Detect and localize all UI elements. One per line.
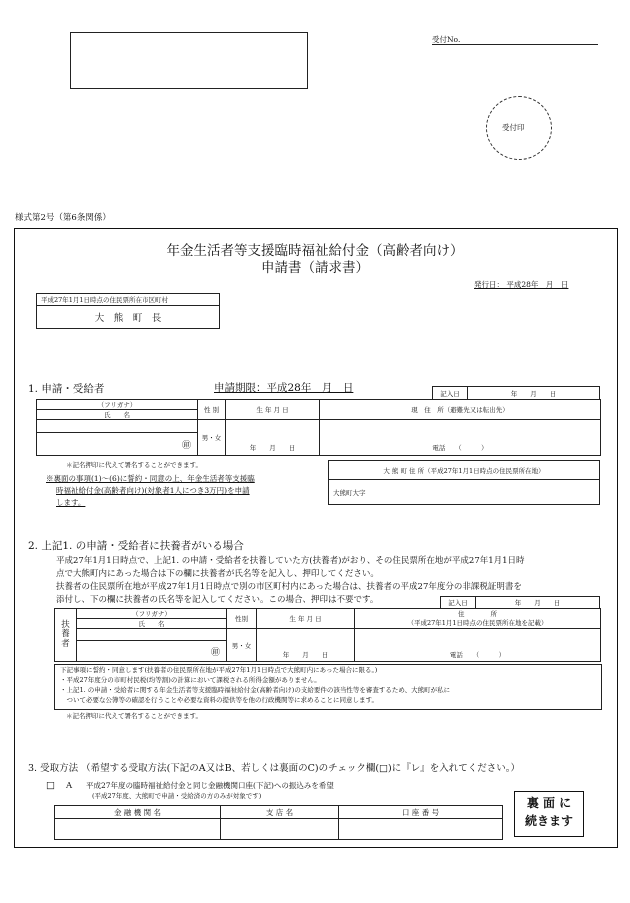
consent-line1: 下記事項に誓約・同意します(扶養者の住民票所在地が平成27年1月1日時点で大熊町内にあった場合に限る。) xyxy=(60,666,378,674)
municipality-name: 大 熊 町 長 xyxy=(37,306,220,329)
section1-pledge-line3: します。 xyxy=(56,498,86,507)
option-a-note: (平成27年度、大熊町で申請・受給済の方のみが対象です) xyxy=(92,792,262,800)
birth-field[interactable]: 年 月 日 xyxy=(226,420,320,456)
municipality-header: 平成27年1月1日時点の住民票所在市区町村 xyxy=(37,294,220,306)
issue-date: 発行日： 平成28年 月 日 xyxy=(474,280,569,289)
supporter-address-header xyxy=(355,609,601,629)
bank-account-table xyxy=(54,805,503,840)
branch-name-header: 支 店 名 xyxy=(221,806,339,819)
section1-pledge-line2: 時福祉給付金(高齢者向け)(対象者1人につき3万円)を申請 xyxy=(56,486,250,495)
supporter-furigana-field[interactable] xyxy=(77,629,227,641)
supporter-furigana-label: （フリガナ） xyxy=(77,609,227,619)
entry-date-field[interactable]: 年 月 日 xyxy=(468,387,600,400)
gender-header: 性 別 xyxy=(198,400,226,420)
section2-note-signature: ＊記名押印に代えて署名することができます。 xyxy=(66,712,202,720)
consent-line3: ・上記1. の申請・受給者に関する年金生活者等支援臨時福祉給付金(高齢者向け)の支給要件の該当性等を審査するため、大熊町が私に xyxy=(60,686,451,694)
supporter-gender-field[interactable]: 男・女 xyxy=(227,629,257,662)
birth-header: 生 年 月 日 xyxy=(226,400,320,420)
reception-number-label: 受付No. xyxy=(432,35,461,44)
supporter-seal-mark[interactable]: ㊞ xyxy=(77,641,227,662)
supporter-table xyxy=(54,608,601,662)
supporter-birth-field[interactable]: 年 月 日 xyxy=(257,629,355,662)
furigana-field[interactable] xyxy=(37,420,198,433)
seal-mark[interactable]: ㊞ xyxy=(37,433,198,456)
reception-stamp-label: 受付印 xyxy=(502,123,525,132)
section3-title: 3. 受取方法 （希望する受取方法(下記のA又はB、若しくは裏面のC)のチェック欄(□)に『レ』を入れてください。） xyxy=(28,763,520,774)
applicant-table xyxy=(36,399,601,456)
reception-number-line xyxy=(432,44,598,45)
address-field[interactable]: 電話 （ ） xyxy=(320,420,601,456)
section2-para-line3: 扶養者の住民票所在地が平成27年1月1日時点で別の市区町村内にあった場合は、扶養者の平成27年度分の非課税証明書を xyxy=(56,582,522,592)
section2-para-line1: 平成27年1月1日時点で、上記1. の申請・受給者を扶養していた方(扶養者)がおり、その住民票所在地が平成27年1月1日時 xyxy=(56,556,525,566)
supporter-label: 扶養者 xyxy=(55,609,77,662)
form-title-line1: 年金生活者等支援臨時福祉給付金（高齢者向け） xyxy=(166,243,464,259)
form-number: 様式第2号（第6条関係） xyxy=(15,213,111,223)
bank-name-field[interactable] xyxy=(55,819,221,840)
option-a-letter: A xyxy=(66,781,73,791)
address-header: 現 住 所（避難先又は転出先） xyxy=(320,400,601,420)
entry-date-label: 記入日 xyxy=(433,387,468,400)
bank-name-header: 金 融 機 関 名 xyxy=(55,806,221,819)
section1-entry-date xyxy=(432,386,600,400)
branch-name-field[interactable] xyxy=(221,819,339,840)
supporter-address-field[interactable]: 電話 （ ） xyxy=(355,629,601,662)
consent-line2: ・平成27年度分の市町村民税(均等割)の計算において課税される所得金額がありません。 xyxy=(60,676,321,684)
section2-title: 2. 上記1. の申請・受給者に扶養者がいる場合 xyxy=(28,540,244,552)
okuma-address-table xyxy=(328,460,600,505)
section2-para-line2: 点で大熊町内にあった場合は下の欄に扶養者が氏名等を記入し、押印してください。 xyxy=(56,569,379,579)
furigana-label: （フリガナ） xyxy=(37,400,198,410)
account-number-field[interactable] xyxy=(339,819,503,840)
account-number-header: 口 座 番 号 xyxy=(339,806,503,819)
option-a-text: 平成27年度の臨時福祉給付金と同じ金融機関口座(下記)への振込みを希望 xyxy=(86,781,334,790)
section1-title: 1. 申請・受給者 xyxy=(28,383,105,395)
consent-line4: ついて必要な公簿等の確認を行うことや必要な資料の提供等を他の行政機関等に求めることに同意します。 xyxy=(60,696,378,704)
supporter-address-sub: （平成27年1月1日時点の住民票所在地を記載） xyxy=(407,618,548,627)
supporter-entry-date-field[interactable]: 年 月 日 xyxy=(476,597,600,609)
supporter-entry-date-label: 記入日 xyxy=(441,597,476,609)
section2-para-line4: 添付し、下の欄に扶養者の氏名等を記入してください。この場合、押印は不要です。 xyxy=(56,595,379,605)
municipality-box xyxy=(36,293,220,329)
supporter-address-label: 住 所 xyxy=(458,610,497,619)
continue-line2: 続きます xyxy=(524,814,573,828)
supporter-name-label: 氏 名 xyxy=(77,619,227,629)
reception-box xyxy=(70,32,308,89)
supporter-birth-header: 生 年 月 日 xyxy=(257,609,355,629)
okuma-address-header: 大 熊 町 住 所（平成27年1月1日時点の住民票所在地） xyxy=(329,461,600,480)
name-label: 氏 名 xyxy=(37,410,198,420)
section1-pledge-line1: ※裏面の事項(1)～(6)に誓約・同意の上、年金生活者等支援臨 xyxy=(46,474,255,483)
section1-deadline: 申請期限：平成28年 月 日 xyxy=(214,382,354,394)
supporter-gender-header: 性別 xyxy=(227,609,257,629)
form-title-line2: 申請書（請求書） xyxy=(261,260,369,276)
gender-field[interactable]: 男・女 xyxy=(198,420,226,456)
continue-line1: 裏 面 に xyxy=(526,796,572,810)
okuma-address-field[interactable]: 大熊町大字 xyxy=(329,480,600,505)
section1-note-signature: ＊記名押印に代えて署名することができます。 xyxy=(66,461,202,469)
option-a-checkbox[interactable]: □ xyxy=(46,780,55,791)
